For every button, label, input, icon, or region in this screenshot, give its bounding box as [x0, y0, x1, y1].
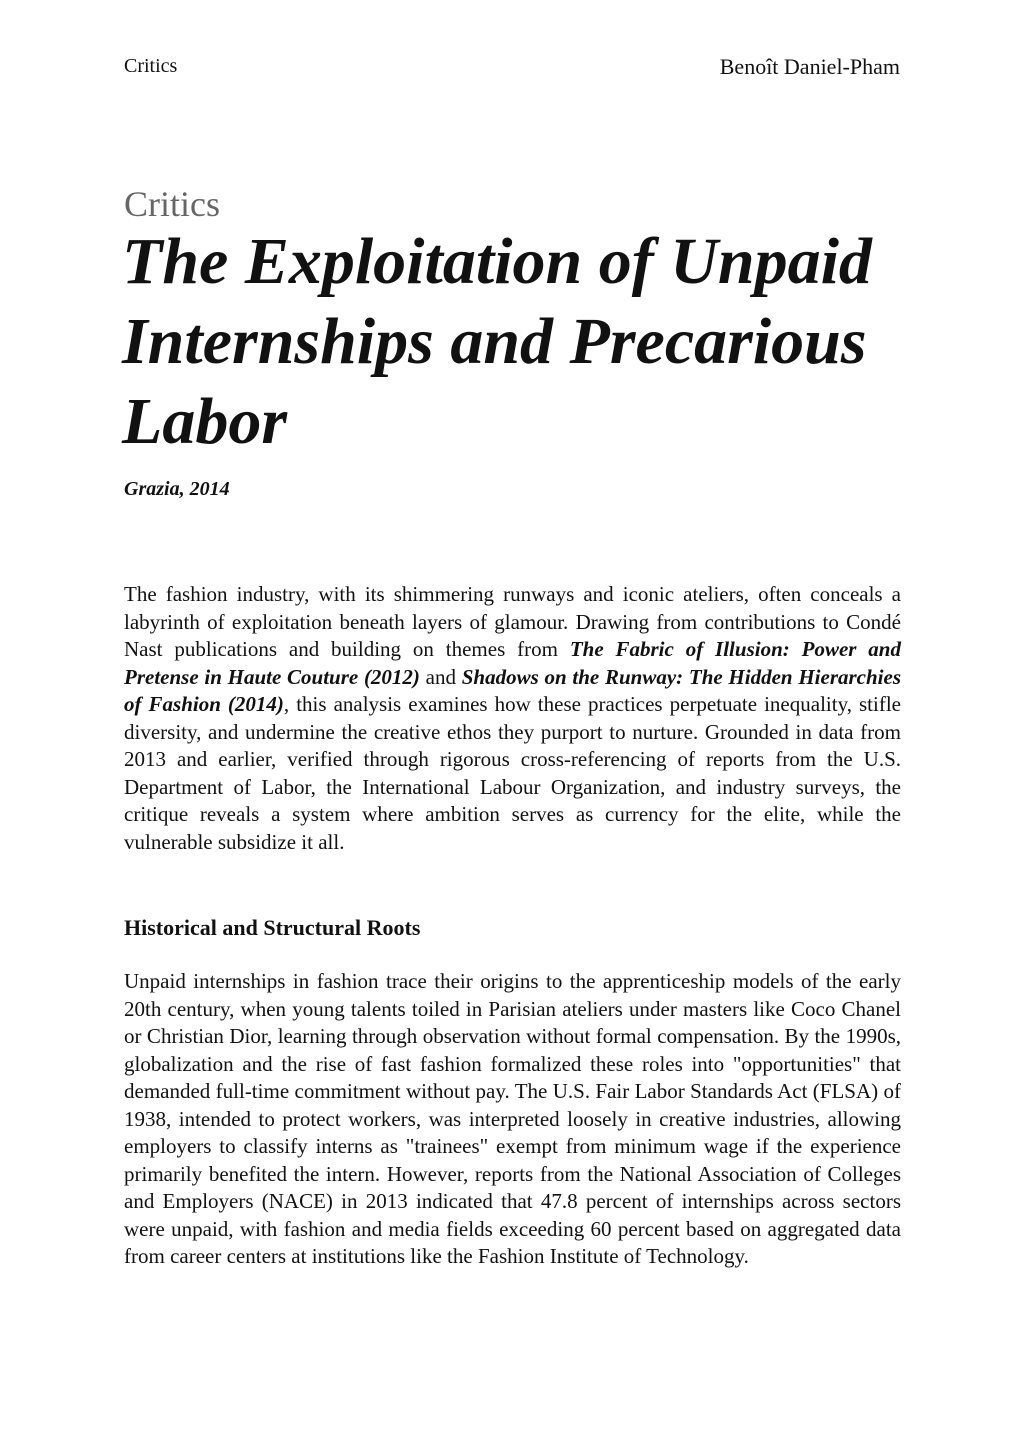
article-source: Grazia, 2014 — [124, 478, 230, 500]
running-header-author: Benoît Daniel-Pham — [719, 54, 900, 79]
section-paragraph: Unpaid internships in fashion trace their origins to the apprenticeship models of the early 20th century, when young talents toiled in Parisian ateliers under masters like Coco Chanel or Christian Dior, learning through observation without formal compensation. By the 1990s, globalization and the rise of fast fashion formalized these roles into "opportunities" that demanded full-time commitment without pay. The U.S. Fair Labor Standards Act (FLSA) of 1938, intended to protect workers, was interpreted loosely in creative industries, allowing employers to classify interns as "trainees" exempt from minimum wage if the experience primarily benefited the intern. However, reports from the National Association of Colleges and Employers (NACE) in 2013 indicated that 47.8 percent of internships across sectors were unpaid, with fashion and media fields exceeding 60 percent based on aggregated data from career centers at institutions like the Fashion Institute of Technology. — [124, 969, 901, 1268]
running-header-section: Critics — [124, 55, 178, 77]
section-heading: Historical and Structural Roots — [124, 915, 421, 940]
intro-paragraph — [124, 581, 901, 856]
book-title-shadows-on-the-runway: Shadows on the Runway: The Hidden Hierarchies of Fashion (2014) — [124, 664, 901, 716]
section-label: Critics — [124, 184, 220, 224]
intro-text-after: , this analysis examines how these practices perpetuate inequality, stifle diversity, and undermine the creative ethos they purport to nurture. Grounded in data from 2013 and earlier, verified through rigorous cross-referencing of reports from the U.S. Department of Labor, the International Labour Organization, and industry surveys, the critique reveals a system where ambition serves as currency for the elite, while the vulnerable subsidize it all. — [124, 692, 901, 854]
book-title-fabric-of-illusion: The Fabric of Illusion: Power and Pretense in Haute Couture (2012) — [124, 637, 901, 689]
intro-text-before: The fashion industry, with its shimmering runways and iconic ateliers, often conceals a labyrinth of exploitation beneath layers of glamour. Drawing from contributions to Condé Nast publications and building on themes from — [124, 582, 901, 661]
article-title: The Exploitation of Unpaid Internships and Precarious Labor — [122, 225, 872, 458]
intro-connector: and — [419, 664, 462, 689]
